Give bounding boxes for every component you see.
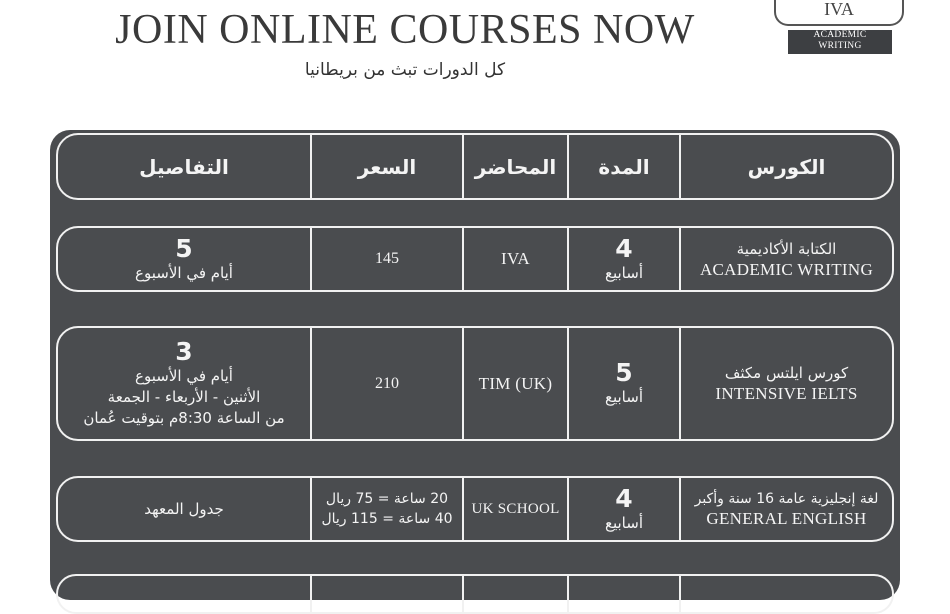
page-title: JOIN ONLINE COURSES NOW: [115, 7, 695, 53]
logo-tagline: [788, 30, 892, 54]
table-header-row: [56, 133, 894, 200]
duration-unit: أسابيع: [605, 513, 643, 532]
header-duration: [567, 135, 679, 198]
price-value: 210: [375, 374, 399, 392]
course-name-ar: لغة إنجليزية عامة 16 سنة وأكبر: [694, 491, 879, 507]
row-course: [679, 478, 892, 540]
table-row: [56, 226, 894, 292]
row-lecturer: [462, 478, 567, 540]
course-name-en: ACADEMIC WRITING: [699, 259, 874, 279]
details-line: جدول المعهد: [144, 499, 224, 518]
logo-tagline-line2: WRITING: [818, 41, 862, 51]
header-price-label: السعر: [357, 154, 417, 179]
row-duration: [567, 228, 679, 290]
row-details: [58, 328, 310, 439]
duration-count: 5: [615, 358, 633, 387]
row-details: [58, 576, 310, 612]
row-price: [310, 328, 462, 439]
lecturer-name: IVA: [501, 249, 530, 268]
details-line: من الساعة 8:30م بتوقيت عُمان: [83, 409, 285, 427]
page-subtitle: كل الدورات تبث من بريطانيا: [304, 60, 506, 80]
table-row: [56, 326, 894, 441]
row-price: [310, 228, 462, 290]
header-course: [679, 135, 892, 198]
row-details: [58, 478, 310, 540]
header-details-label: التفاصيل: [139, 154, 229, 179]
course-name-en: GENERAL ENGLISH: [706, 509, 867, 528]
lecturer-name: TIM (UK): [478, 373, 553, 393]
details-line: أيام في الأسبوع: [135, 367, 233, 385]
row-duration: [567, 328, 679, 439]
duration-count: 4: [615, 483, 633, 513]
row-lecturer: [462, 228, 567, 290]
duration-unit: أسابيع: [605, 388, 643, 406]
header-lecturer: [462, 135, 567, 198]
header-lecturer-label: المحاضر: [474, 154, 557, 179]
logo-name: IVA: [774, 0, 904, 26]
table-row: [56, 476, 894, 542]
header-course-label: الكورس: [747, 154, 826, 179]
course-name-en: INTENSIVE IELTS: [715, 384, 858, 403]
details-days-count: 3: [175, 337, 193, 366]
price-option: 20 ساعة = 75 ريال: [325, 491, 449, 507]
header-details: [58, 135, 310, 198]
row-course: [679, 576, 892, 612]
header-duration-label: المدة: [598, 154, 650, 179]
details-days-count: 5: [175, 233, 193, 263]
row-course: [679, 228, 892, 290]
row-duration: [567, 478, 679, 540]
row-lecturer: [462, 576, 567, 612]
row-price: [310, 478, 462, 540]
row-course: [679, 328, 892, 439]
details-line: أيام في الأسبوع: [135, 263, 233, 282]
row-details: [58, 228, 310, 290]
duration-unit: أسابيع: [605, 263, 643, 282]
iva-logo: [774, 0, 904, 56]
duration-count: 4: [615, 233, 633, 263]
row-lecturer: [462, 328, 567, 439]
price-value: 145: [375, 250, 399, 267]
details-line: الأثنين - الأربعاء - الجمعة: [107, 388, 261, 406]
table-row-partial: [56, 574, 894, 614]
price-option: 40 ساعة = 115 ريال: [321, 511, 453, 527]
header-price: [310, 135, 462, 198]
course-name-ar: الكتابة الأكاديمية: [736, 239, 837, 258]
lecturer-name: UK SCHOOL: [471, 500, 560, 517]
logo-tagline-line1: ACADEMIC: [813, 30, 867, 40]
row-duration: [567, 576, 679, 612]
course-name-ar: كورس ايلتس مكثف: [724, 364, 849, 382]
row-price: [310, 576, 462, 612]
